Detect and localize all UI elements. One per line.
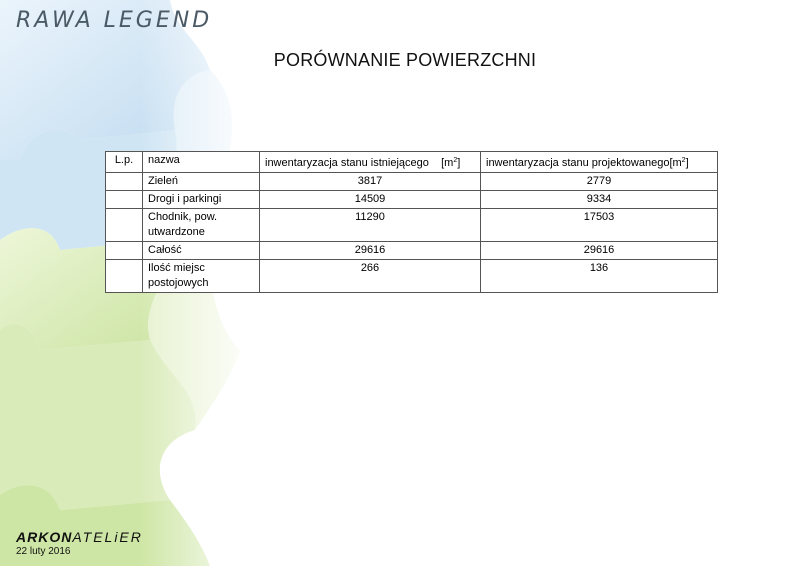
header-name: nazwa xyxy=(143,152,260,173)
cell-projected: 9334 xyxy=(481,191,718,209)
header-projected-unit-sup: 2 xyxy=(681,157,686,164)
cell-name: Drogi i parkingi xyxy=(143,191,260,209)
header-existing xyxy=(260,152,481,173)
cell-existing: 29616 xyxy=(260,242,481,260)
page-title: PORÓWNANIE POWIERZCHNI xyxy=(273,50,537,70)
header-projected-label: inwentaryzacja stanu projektowanego[m xyxy=(486,157,682,169)
table-row xyxy=(106,191,718,209)
brand-rest: ATELiER xyxy=(72,529,143,545)
table-row xyxy=(106,242,718,260)
brand-logo xyxy=(16,529,143,545)
table-row xyxy=(106,173,718,191)
cell-lp xyxy=(106,260,143,293)
cell-lp xyxy=(106,191,143,209)
cell-projected: 136 xyxy=(481,260,718,293)
comparison-table xyxy=(105,151,718,293)
cell-existing: 11290 xyxy=(260,209,481,242)
header-projected xyxy=(481,152,718,173)
header-existing-unit-sup: 2 xyxy=(453,157,458,164)
cell-projected: 2779 xyxy=(481,173,718,191)
table-row xyxy=(106,260,718,293)
cell-name: Całość xyxy=(143,242,260,260)
cell-existing: 3817 xyxy=(260,173,481,191)
header-existing-unit-close: ] xyxy=(457,157,461,169)
header-projected-unit-close: ] xyxy=(685,157,689,169)
cell-lp xyxy=(106,173,143,191)
cell-lp xyxy=(106,242,143,260)
cell-existing: 14509 xyxy=(260,191,481,209)
header-existing-unit: [m xyxy=(441,157,454,169)
cell-projected: 17503 xyxy=(481,209,718,242)
cell-name: Chodnik, pow. utwardzone xyxy=(143,209,260,242)
cell-existing: 266 xyxy=(260,260,481,293)
cell-name: Ilość miejsc postojowych xyxy=(143,260,260,293)
logo-text: RAWA LEGEND xyxy=(16,8,213,33)
cell-projected: 29616 xyxy=(481,242,718,260)
document-date: 22 luty 2016 xyxy=(16,546,71,557)
brand-bold: ARKON xyxy=(16,529,73,545)
cell-name: Zieleń xyxy=(143,173,260,191)
cell-lp xyxy=(106,209,143,242)
header-lp: L.p. xyxy=(106,152,143,173)
header-existing-label: inwentaryzacja stanu istniejącego xyxy=(265,157,429,169)
table-row xyxy=(106,209,718,242)
table-header-row xyxy=(106,152,718,173)
